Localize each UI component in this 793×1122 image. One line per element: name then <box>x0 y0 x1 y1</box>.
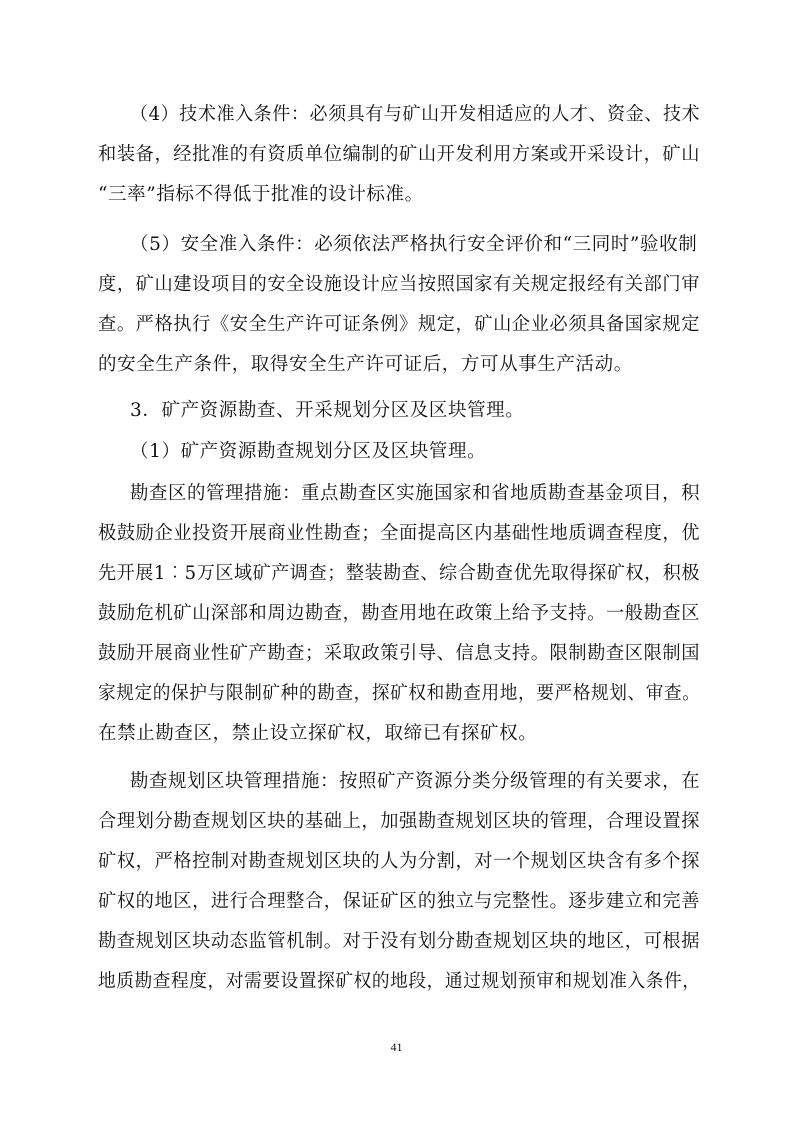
section-heading: 3．矿产资源勘查、开采规划分区及区块管理。 <box>130 400 525 421</box>
text-line: 鼓励危机矿山深部和周边勘查，勘查用地在政策上给予支持。一般勘查区 <box>98 603 701 624</box>
subsection-heading: （1）矿产资源勘查规划分区及区块管理。 <box>130 441 487 462</box>
text-line: （4）技术准入条件：必须具有与矿山开发相适应的人才、资金、技术 <box>130 104 701 125</box>
text-line: 矿权的地区，进行合理整合，保证矿区的独立与完整性。逐步建立和完善 <box>98 891 701 912</box>
text-line: 度，矿山建设项目的安全设施设计应当按照国家有关规定报经有关部门审 <box>98 274 701 295</box>
text-line: “三率”指标不得低于批准的设计标准。 <box>98 184 424 205</box>
page-number: 41 <box>390 1040 403 1054</box>
text-line: 勘查规划区块动态监管机制。对于没有划分勘查规划区块的地区，可根据 <box>98 931 701 952</box>
text-line: 地质勘查程度，对需要设置探矿权的地段，通过规划预审和规划准入条件， <box>98 971 701 992</box>
text-line: 和装备，经批准的有资质单位编制的矿山开发利用方案或开采设计，矿山 <box>98 144 701 165</box>
text-line: 家规定的保护与限制矿种的勘查，探矿权和勘查用地，要严格规划、审查。 <box>98 683 701 704</box>
text-line: （5）安全准入条件：必须依法严格执行安全评价和“三同时”验收制 <box>130 234 698 255</box>
text-line: 查。严格执行《安全生产许可证条例》规定，矿山企业必须具备国家规定 <box>98 314 701 335</box>
text-line: 极鼓励企业投资开展商业性勘查；全面提高区内基础性地质调查程度，优 <box>98 523 701 544</box>
text-line: 先开展1︰5万区域矿产调查；整装勘查、综合勘查优先取得探矿权，积极 <box>98 563 701 584</box>
text-line: 勘查区的管理措施：重点勘查区实施国家和省地质勘查基金项目，积 <box>130 483 701 504</box>
text-line: 在禁止勘查区，禁止设立探矿权，取缔已有探矿权。 <box>98 723 538 744</box>
text-line: 鼓励开展商业性矿产勘查；采取政策引导、信息支持。限制勘查区限制国 <box>98 643 701 664</box>
text-line: 勘查规划区块管理措施：按照矿产资源分类分级管理的有关要求，在 <box>130 771 701 792</box>
text-line: 合理划分勘查规划区块的基础上，加强勘查规划区块的管理，合理设置探 <box>98 811 701 832</box>
text-line: 的安全生产条件，取得安全生产许可证后，方可从事生产活动。 <box>98 354 633 375</box>
text-line: 矿权，严格控制对勘查规划区块的人为分割，对一个规划区块含有多个探 <box>98 851 701 872</box>
